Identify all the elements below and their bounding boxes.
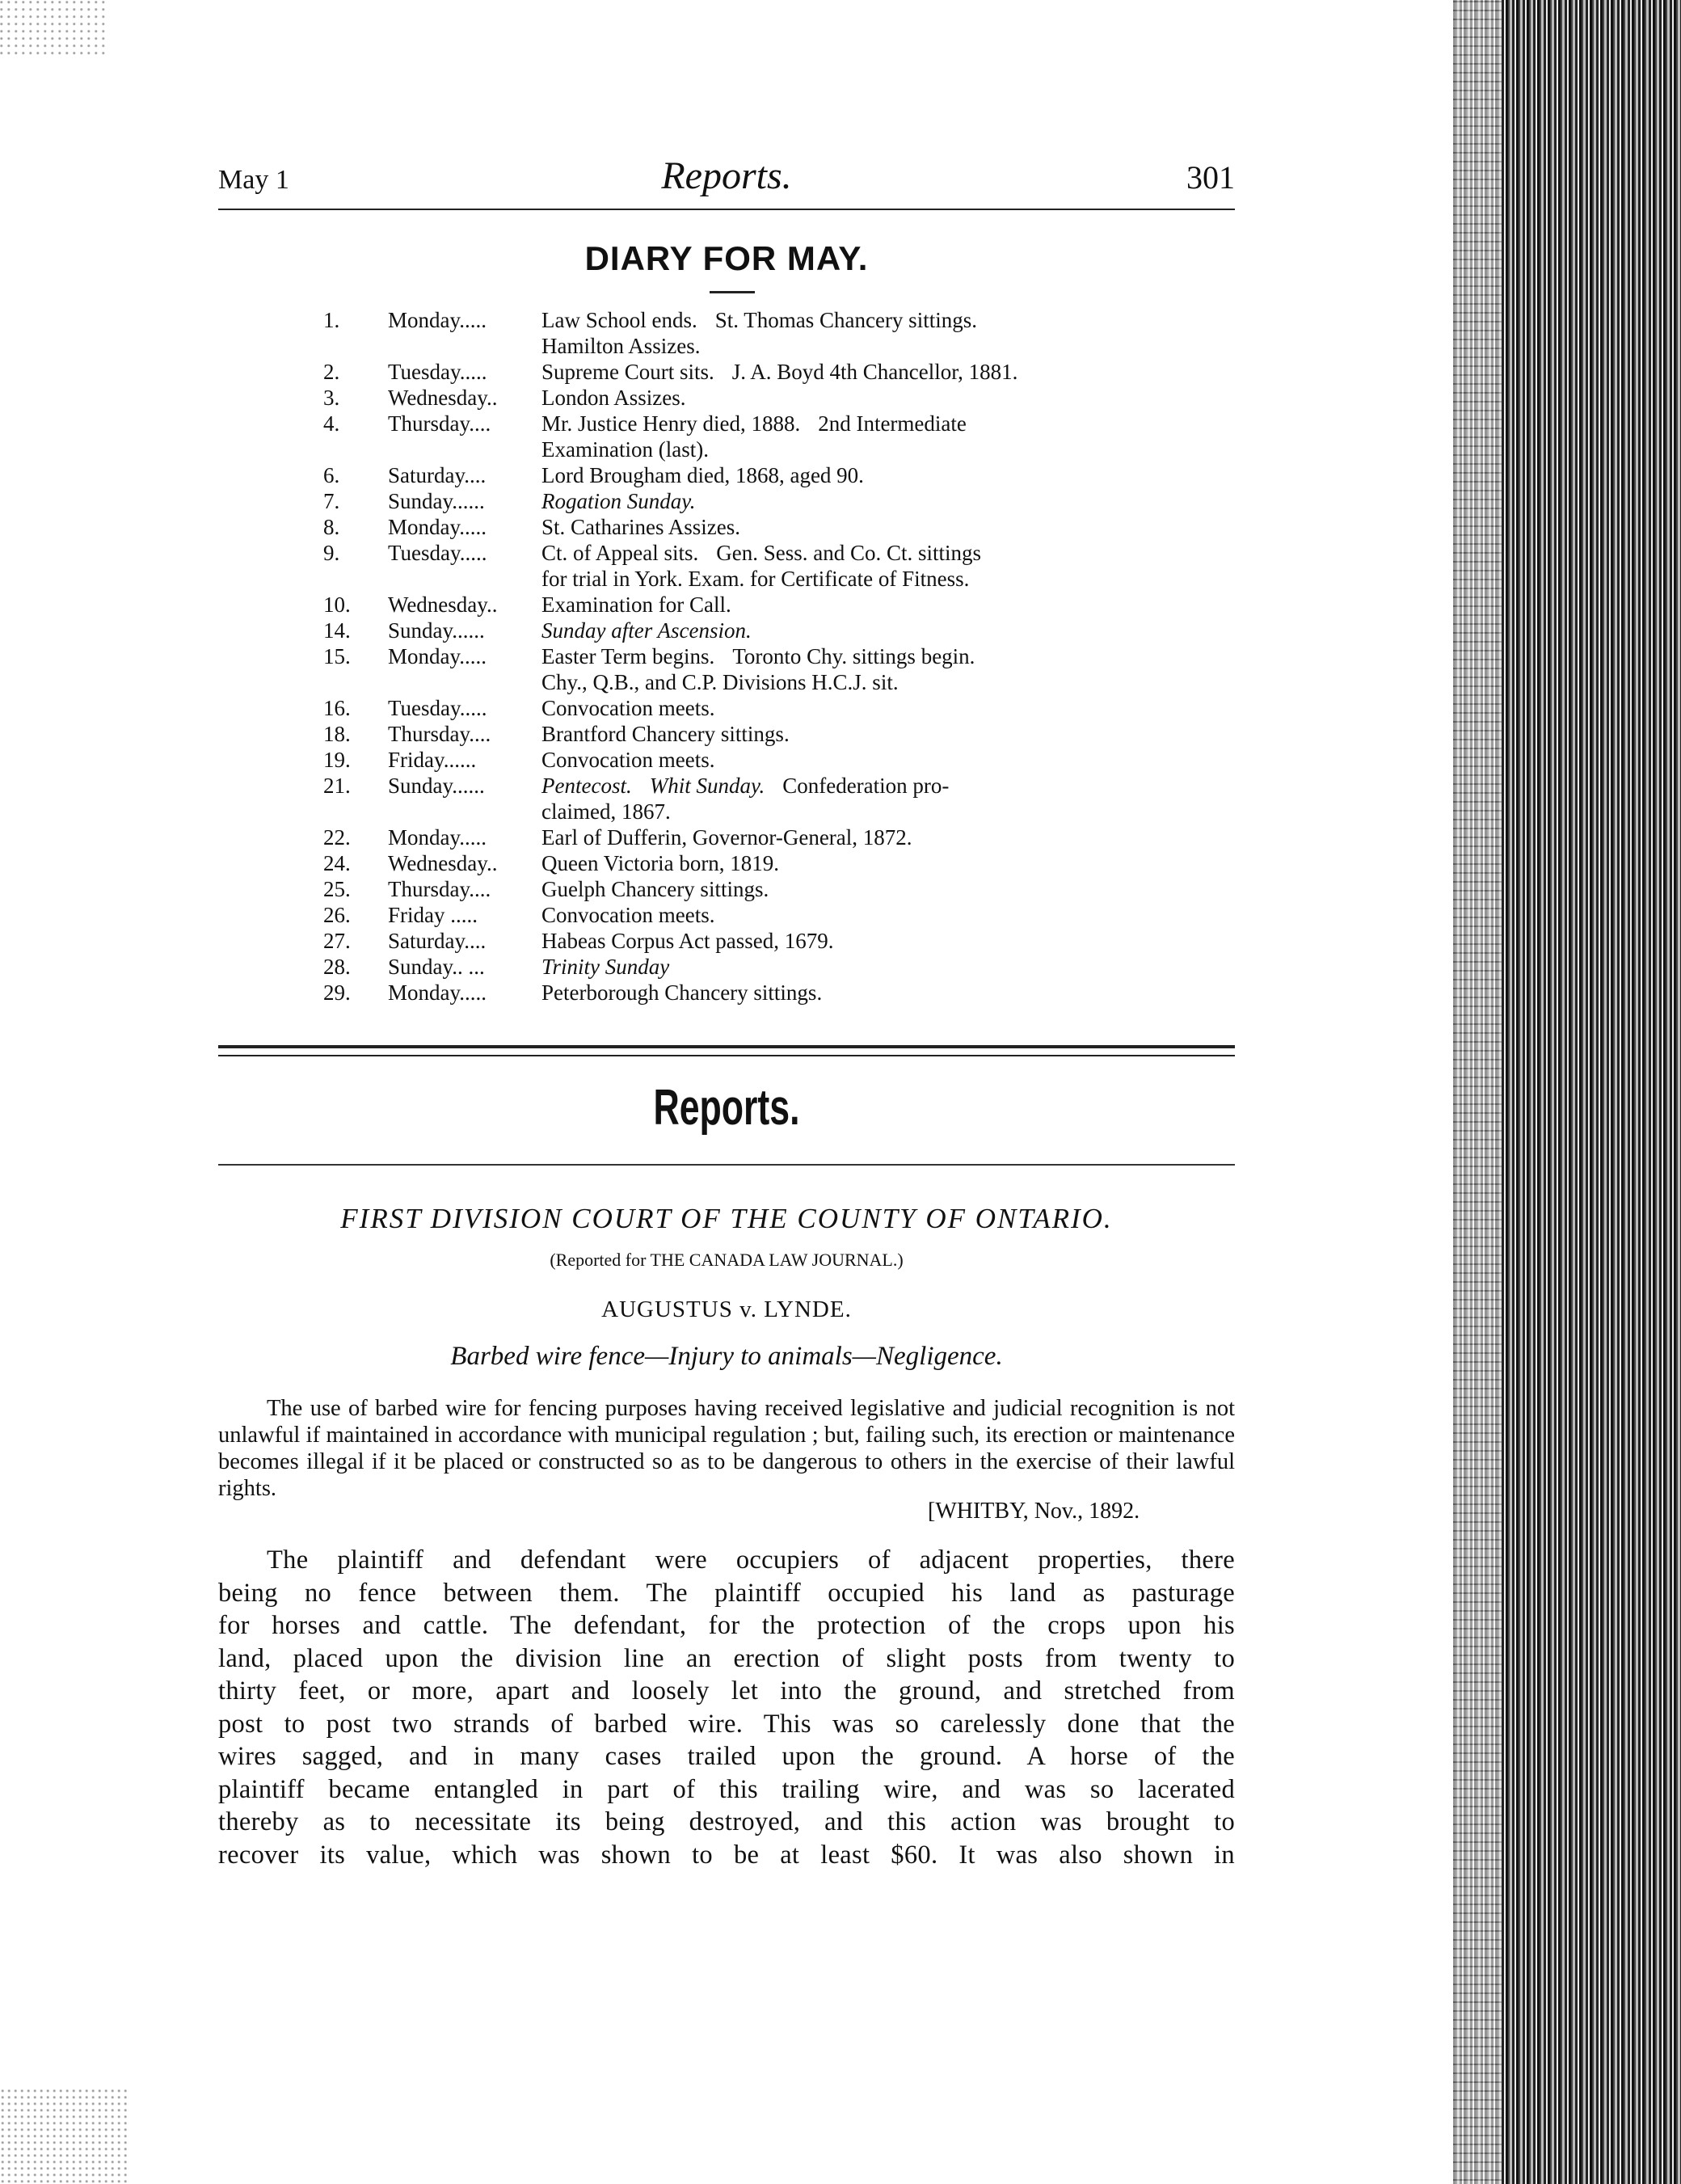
diary-entry bbox=[323, 540, 1140, 566]
diary-weekday: Friday ..... bbox=[388, 903, 478, 927]
diary-weekday: Saturday.... bbox=[388, 929, 487, 953]
body-line: thereby as to necessitate its being destroyed, and this action was brought to bbox=[218, 1807, 1235, 1836]
diary-event bbox=[541, 773, 1140, 799]
case-summary: The use of barbed wire for fencing purposes having received legislative and judicial recognition is not unlawful if maintained in accordance with municipal regulation ; but, failing such, its erection or maintenance becomes illegal if it be placed or constructed so as to be dangerous to others in the exercise of their lawful rights. bbox=[218, 1396, 1235, 1501]
case-headnote: Barbed wire fence—Injury to animals—Negligence. bbox=[450, 1342, 1003, 1371]
diary-date-number: 26. bbox=[323, 903, 351, 927]
diary-weekday: Wednesday.. bbox=[388, 851, 498, 875]
reports-heading: Reports. bbox=[653, 1080, 800, 1136]
diary-date-number: 6. bbox=[323, 463, 340, 487]
diary-entry bbox=[323, 902, 1140, 928]
diary-event-text: Earl of Dufferin, Governor-General, 1872. bbox=[541, 825, 912, 850]
diary-date-number: 27. bbox=[323, 929, 351, 953]
diary-date-number: 21. bbox=[323, 774, 351, 798]
diary-event bbox=[541, 954, 1140, 980]
diary-weekday: Thursday.... bbox=[388, 411, 491, 436]
diary-event-continuation: Examination (last). bbox=[541, 437, 709, 462]
diary-weekday: Friday...... bbox=[388, 748, 477, 772]
body-line: plaintiff became entangled in part of this trailing wire, and was so lacerated bbox=[218, 1774, 1235, 1804]
diary-event-text: Examination for Call. bbox=[541, 592, 731, 617]
diary-date-number: 4. bbox=[323, 411, 340, 436]
diary-event-text: Convocation meets. bbox=[541, 696, 715, 720]
diary-event-text: Pentecost. bbox=[541, 774, 632, 798]
reported-for: (Reported for THE CANADA LAW JOURNAL.) bbox=[550, 1250, 904, 1270]
diary-event-text: Queen Victoria born, 1819. bbox=[541, 851, 780, 875]
diary-entry bbox=[323, 876, 1140, 902]
diary-event-text: St. Thomas Chancery sittings. bbox=[714, 308, 977, 332]
scan-speckle bbox=[0, 0, 105, 57]
body-line: being no fence between them. The plaintiff occupied his land as pasturage bbox=[218, 1578, 1235, 1608]
diary-entry bbox=[323, 592, 1140, 618]
diary-event-text: Rogation Sunday. bbox=[541, 489, 696, 513]
diary-event-text: Sunday after Ascension. bbox=[541, 618, 752, 643]
body-line: for horses and cattle. The defendant, for the protection of the crops upon his bbox=[218, 1611, 1235, 1640]
diary-entry bbox=[323, 488, 1140, 514]
diary-event-text: Peterborough Chancery sittings. bbox=[541, 980, 823, 1005]
diary-weekday: Thursday.... bbox=[388, 722, 491, 746]
diary-event-continuation: Hamilton Assizes. bbox=[541, 334, 701, 358]
scan-speckle bbox=[0, 2087, 129, 2184]
book-spine-edge bbox=[1453, 0, 1681, 2184]
diary-event-text: J. A. Boyd 4th Chancellor, 1881. bbox=[731, 360, 1018, 384]
diary-date-number: 3. bbox=[323, 386, 340, 410]
diary-entry bbox=[323, 695, 1140, 721]
title-rule bbox=[710, 291, 755, 293]
diary-event-text: Toronto Chy. sittings begin. bbox=[732, 644, 975, 668]
diary-weekday: Sunday...... bbox=[388, 774, 485, 798]
diary-event-text: 2nd Intermediate bbox=[818, 411, 967, 436]
diary-weekday: Monday..... bbox=[388, 308, 487, 332]
diary-weekday: Tuesday..... bbox=[388, 360, 487, 384]
diary-event bbox=[541, 385, 1140, 411]
case-caption: AUGUSTUS v. LYNDE. bbox=[601, 1296, 852, 1322]
diary-event-text: Trinity Sunday bbox=[541, 955, 670, 979]
diary-weekday: Tuesday..... bbox=[388, 696, 487, 720]
header-title: Reports. bbox=[661, 154, 792, 197]
diary-event-text: London Assizes. bbox=[541, 386, 686, 410]
diary-event bbox=[541, 747, 1140, 773]
diary-date-number: 16. bbox=[323, 696, 351, 720]
header-date: May 1 bbox=[218, 165, 289, 195]
diary-date-number: 7. bbox=[323, 489, 340, 513]
diary-event bbox=[541, 462, 1140, 488]
diary-event-text: Gen. Sess. and Co. Ct. sittings bbox=[716, 541, 982, 565]
diary-event-text: Mr. Justice Henry died, 1888. bbox=[541, 411, 801, 436]
page-number: 301 bbox=[1186, 159, 1235, 196]
diary-weekday: Sunday...... bbox=[388, 489, 485, 513]
diary-weekday: Monday..... bbox=[388, 825, 487, 850]
body-line: recover its value, which was shown to be at least $60. It was also shown in bbox=[218, 1840, 1235, 1870]
diary-entry bbox=[323, 773, 1140, 799]
diary-event bbox=[541, 695, 1140, 721]
diary-date-number: 14. bbox=[323, 618, 351, 643]
diary-entry bbox=[323, 643, 1140, 669]
diary-entry bbox=[323, 359, 1140, 385]
body-line: wires sagged, and in many cases trailed upon the ground. A horse of the bbox=[218, 1742, 1235, 1771]
diary-event-text: Convocation meets. bbox=[541, 748, 715, 772]
diary-date-number: 8. bbox=[323, 515, 340, 539]
diary-weekday: Thursday.... bbox=[388, 877, 491, 901]
diary-event bbox=[541, 592, 1140, 618]
diary-event bbox=[541, 928, 1140, 954]
diary-event-text: Guelph Chancery sittings. bbox=[541, 877, 769, 901]
diary-date-number: 25. bbox=[323, 877, 351, 901]
section-double-rule bbox=[218, 1045, 1235, 1056]
case-citation: [WHITBY, Nov., 1892. bbox=[928, 1499, 1140, 1524]
diary-entry bbox=[323, 747, 1140, 773]
running-header bbox=[218, 154, 1235, 210]
diary-entry bbox=[323, 411, 1140, 436]
diary-event-text: Whit Sunday. bbox=[649, 774, 765, 798]
diary-event-continuation: Chy., Q.B., and C.P. Divisions H.C.J. sit. bbox=[541, 670, 899, 694]
diary-list bbox=[323, 307, 1140, 1006]
diary-event-text: Easter Term begins. bbox=[541, 644, 715, 668]
diary-entry bbox=[323, 514, 1140, 540]
diary-event bbox=[541, 824, 1140, 850]
diary-entry bbox=[323, 385, 1140, 411]
section-rule bbox=[218, 1164, 1235, 1166]
diary-date-number: 18. bbox=[323, 722, 351, 746]
diary-event bbox=[541, 850, 1140, 876]
diary-event bbox=[541, 514, 1140, 540]
diary-entry bbox=[323, 980, 1140, 1006]
diary-event-text: Brantford Chancery sittings. bbox=[541, 722, 790, 746]
diary-event-continuation: for trial in York. Exam. for Certificate of Fitness. bbox=[541, 567, 970, 591]
diary-weekday: Monday..... bbox=[388, 644, 487, 668]
diary-event bbox=[541, 876, 1140, 902]
diary-date-number: 19. bbox=[323, 748, 351, 772]
court-name: FIRST DIVISION COURT OF THE COUNTY OF ONTARIO. bbox=[340, 1203, 1113, 1234]
diary-date-number: 24. bbox=[323, 851, 351, 875]
diary-weekday: Sunday...... bbox=[388, 618, 485, 643]
diary-event-text: Lord Brougham died, 1868, aged 90. bbox=[541, 463, 864, 487]
header-rule bbox=[218, 209, 1235, 210]
diary-weekday: Sunday.. ... bbox=[388, 955, 485, 979]
diary-event-text: Ct. of Appeal sits. bbox=[541, 541, 699, 565]
diary-entry bbox=[323, 928, 1140, 954]
diary-weekday: Tuesday..... bbox=[388, 541, 487, 565]
diary-entry bbox=[323, 824, 1140, 850]
diary-date-number: 29. bbox=[323, 980, 351, 1005]
diary-weekday: Wednesday.. bbox=[388, 592, 498, 617]
diary-date-number: 15. bbox=[323, 644, 351, 668]
diary-event bbox=[541, 359, 1140, 385]
diary-event bbox=[541, 540, 1140, 566]
diary-date-number: 28. bbox=[323, 955, 351, 979]
diary-event-text: St. Catharines Assizes. bbox=[541, 515, 740, 539]
diary-event bbox=[541, 902, 1140, 928]
diary-event bbox=[541, 618, 1140, 643]
body-line: land, placed upon the division line an erection of slight posts from twenty to bbox=[218, 1643, 1235, 1673]
diary-date-number: 10. bbox=[323, 592, 351, 617]
diary-date-number: 9. bbox=[323, 541, 340, 565]
diary-entry bbox=[323, 721, 1140, 747]
diary-entry bbox=[323, 954, 1140, 980]
diary-event bbox=[541, 980, 1140, 1006]
diary-event-text: Confederation pro- bbox=[782, 774, 950, 798]
diary-event bbox=[541, 488, 1140, 514]
diary-event-continuation: claimed, 1867. bbox=[541, 799, 671, 824]
diary-entry bbox=[323, 850, 1140, 876]
diary-event bbox=[541, 721, 1140, 747]
diary-entry bbox=[323, 307, 1140, 333]
body-line: The plaintiff and defendant were occupiers of adjacent properties, there bbox=[267, 1545, 1235, 1575]
diary-entry bbox=[323, 618, 1140, 643]
diary-weekday: Monday..... bbox=[388, 980, 487, 1005]
body-line: post to post two strands of barbed wire. This was so carelessly done that the bbox=[218, 1709, 1235, 1739]
diary-weekday: Monday..... bbox=[388, 515, 487, 539]
diary-entry bbox=[323, 462, 1140, 488]
diary-event-text: Habeas Corpus Act passed, 1679. bbox=[541, 929, 834, 953]
diary-weekday: Saturday.... bbox=[388, 463, 487, 487]
diary-event bbox=[541, 643, 1140, 669]
diary-event-text: Law School ends. bbox=[541, 308, 697, 332]
case-body bbox=[218, 1544, 1235, 1871]
diary-weekday: Wednesday.. bbox=[388, 386, 498, 410]
diary-date-number: 2. bbox=[323, 360, 340, 384]
diary-date-number: 22. bbox=[323, 825, 351, 850]
diary-event bbox=[541, 307, 1140, 333]
diary-event-text: Supreme Court sits. bbox=[541, 360, 714, 384]
diary-title: DIARY FOR MAY. bbox=[584, 239, 869, 277]
diary-event-text: Convocation meets. bbox=[541, 903, 715, 927]
diary-event bbox=[541, 411, 1140, 436]
diary-date-number: 1. bbox=[323, 308, 340, 332]
body-line: thirty feet, or more, apart and loosely let into the ground, and stretched from bbox=[218, 1676, 1235, 1705]
